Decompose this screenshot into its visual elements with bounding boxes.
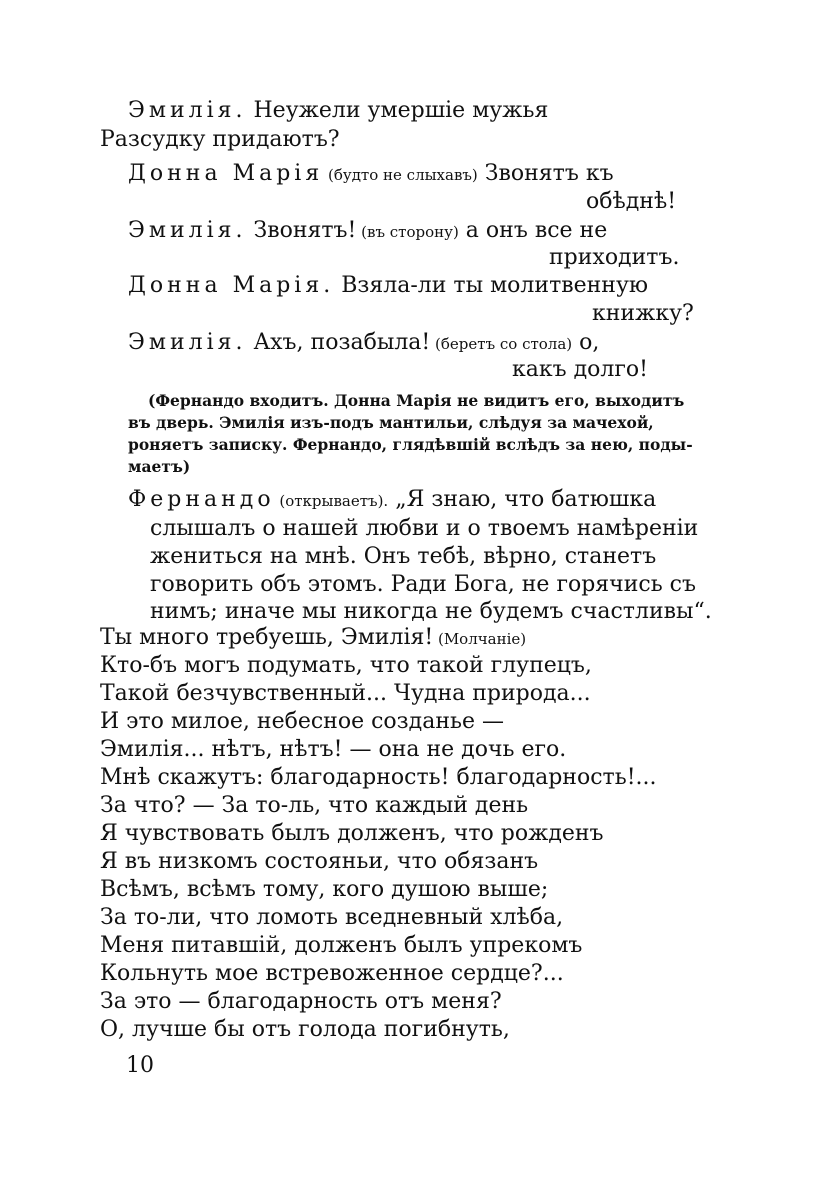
line-text: Ахъ, позабыла!: [246, 330, 431, 355]
verse-line: [128, 329, 599, 358]
line-text: Звонятъ!: [246, 218, 357, 243]
verse-line: За то-ли, что ломоть вседневный хлѣба,: [100, 905, 564, 930]
line-text: а онъ все не: [458, 218, 608, 243]
letter-line: говорить объ этомъ. Ради Бога, не горячись съ: [150, 572, 696, 597]
letter-line: жениться на мнѣ. Онъ тебѣ, вѣрно, станетъ: [150, 544, 657, 569]
page-number: 10: [126, 1053, 154, 1078]
speaker-name: Эмилія.: [128, 330, 247, 355]
stage-direction: (открываетъ).: [274, 492, 389, 510]
stage-direction: (будто не слыхавъ): [323, 166, 478, 184]
stage-note-line: маетъ): [128, 457, 191, 476]
stage-direction: (беретъ со стола): [430, 335, 573, 353]
speaker-name: Эмилія.: [128, 218, 247, 243]
verse-line: Мнѣ скажутъ: благодарность! благодарность!...: [100, 765, 657, 790]
verse-line: Кольнуть мое встревоженное сердце?...: [100, 961, 564, 986]
stage-note-line: (Фернандо входитъ. Донна Марія не видитъ его, выходитъ: [148, 391, 685, 410]
line-text: Звонятъ къ: [477, 161, 614, 186]
line-text: Ты много требуешь, Эмилія!: [100, 625, 434, 650]
line-text: о,: [572, 330, 600, 355]
verse-line: Я чувствовать былъ долженъ, что рожденъ: [100, 821, 604, 846]
stage-direction: (Молчаніе): [433, 630, 527, 648]
verse-line: Меня питавшій, долженъ былъ упрекомъ: [100, 933, 583, 958]
verse-line: [128, 217, 607, 246]
verse-line: И это милое, небесное созданье —: [100, 709, 504, 734]
verse-line-continuation: [592, 300, 694, 328]
verse-line: [128, 97, 548, 125]
verse-line: Кто-бъ могъ подумать, что такой глупецъ,: [100, 653, 592, 678]
stage-note-line: въ дверь. Эмилія изъ-подъ мантильи, слѣдуя за мачехой,: [128, 413, 654, 432]
speaker-name: Донна Марія: [128, 161, 324, 186]
letter-line: нимъ; иначе мы никогда не будемъ счастливы“.: [150, 599, 712, 624]
letter-line: слышалъ о нашей любви и о твоемъ намѣреніи: [150, 516, 699, 541]
line-text: обѣднѣ!: [586, 189, 677, 214]
verse-line-continuation: [549, 244, 679, 272]
verse-line: О, лучше бы отъ голода погибнуть,: [100, 1017, 510, 1042]
verse-line: Такой безчувственный... Чудна природа...: [100, 681, 591, 706]
verse-line-continuation: [586, 188, 676, 216]
letter-line: [128, 486, 656, 515]
line-text: какъ долго!: [512, 357, 648, 382]
stage-note-line: роняетъ записку. Фернандо, глядѣвшій вслѣдъ за нею, поды-: [128, 435, 693, 454]
line-text: „Я знаю, что батюшка: [388, 487, 657, 512]
verse-line-continuation: [512, 356, 648, 384]
line-text: Разсудку придаютъ?: [100, 127, 340, 152]
verse-line: [100, 624, 526, 653]
line-text: Взяла-ли ты молитвенную: [334, 273, 649, 298]
verse-line: Эмилія... нѣтъ, нѣтъ! — она не дочь его.: [100, 737, 567, 762]
verse-line: За это — благодарность отъ меня?: [100, 989, 502, 1014]
speaker-name: Эмилія.: [128, 98, 247, 123]
speaker-name: Донна Марія.: [128, 273, 335, 298]
verse-line: За что? — За то-ль, что каждый день: [100, 793, 529, 818]
line-text: Неужели умершіе мужья: [246, 98, 549, 123]
verse-line: Я въ низкомъ состояньи, что обязанъ: [100, 849, 539, 874]
line-text: книжку?: [592, 301, 694, 326]
verse-line: Всѣмъ, всѣмъ тому, кого душою выше;: [100, 877, 549, 902]
line-text: приходитъ.: [549, 245, 680, 270]
speaker-name: Фернандо: [128, 487, 275, 512]
verse-line: [100, 126, 340, 154]
verse-line: [128, 272, 648, 300]
stage-direction: (въ сторону): [356, 223, 459, 241]
verse-line: [128, 160, 614, 189]
